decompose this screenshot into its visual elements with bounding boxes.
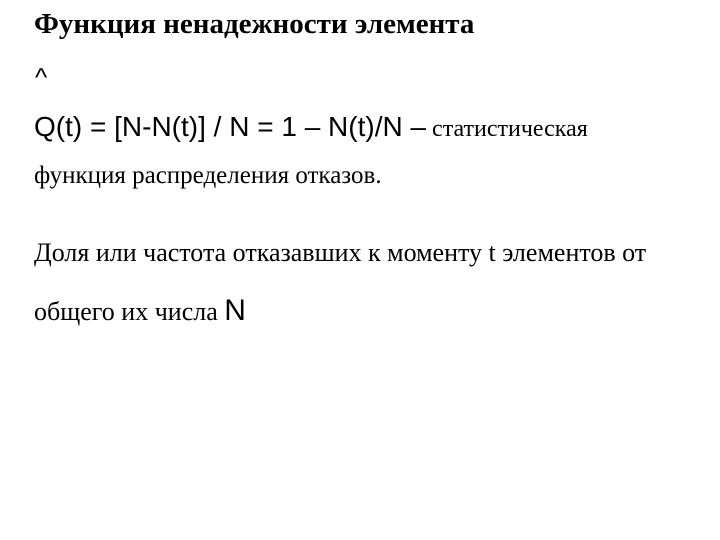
paragraph-line-2 [34,294,246,328]
formula-description: функция распределения отказов. [34,162,382,189]
n-symbol: N [224,294,246,327]
formula-line [34,111,588,143]
formula-tail: статистическая [426,116,588,142]
formula: Q(t) = [N-N(t)] / N = 1 – N(t)/N – [34,111,427,142]
paragraph-line-2-text: общего их числа [34,297,225,326]
slide-title: Функция ненадежности элемента [34,8,475,40]
paragraph-line-1: Доля или частота отказавших к моменту t элементов от [34,238,647,267]
hat-symbol: ^ [35,62,48,92]
